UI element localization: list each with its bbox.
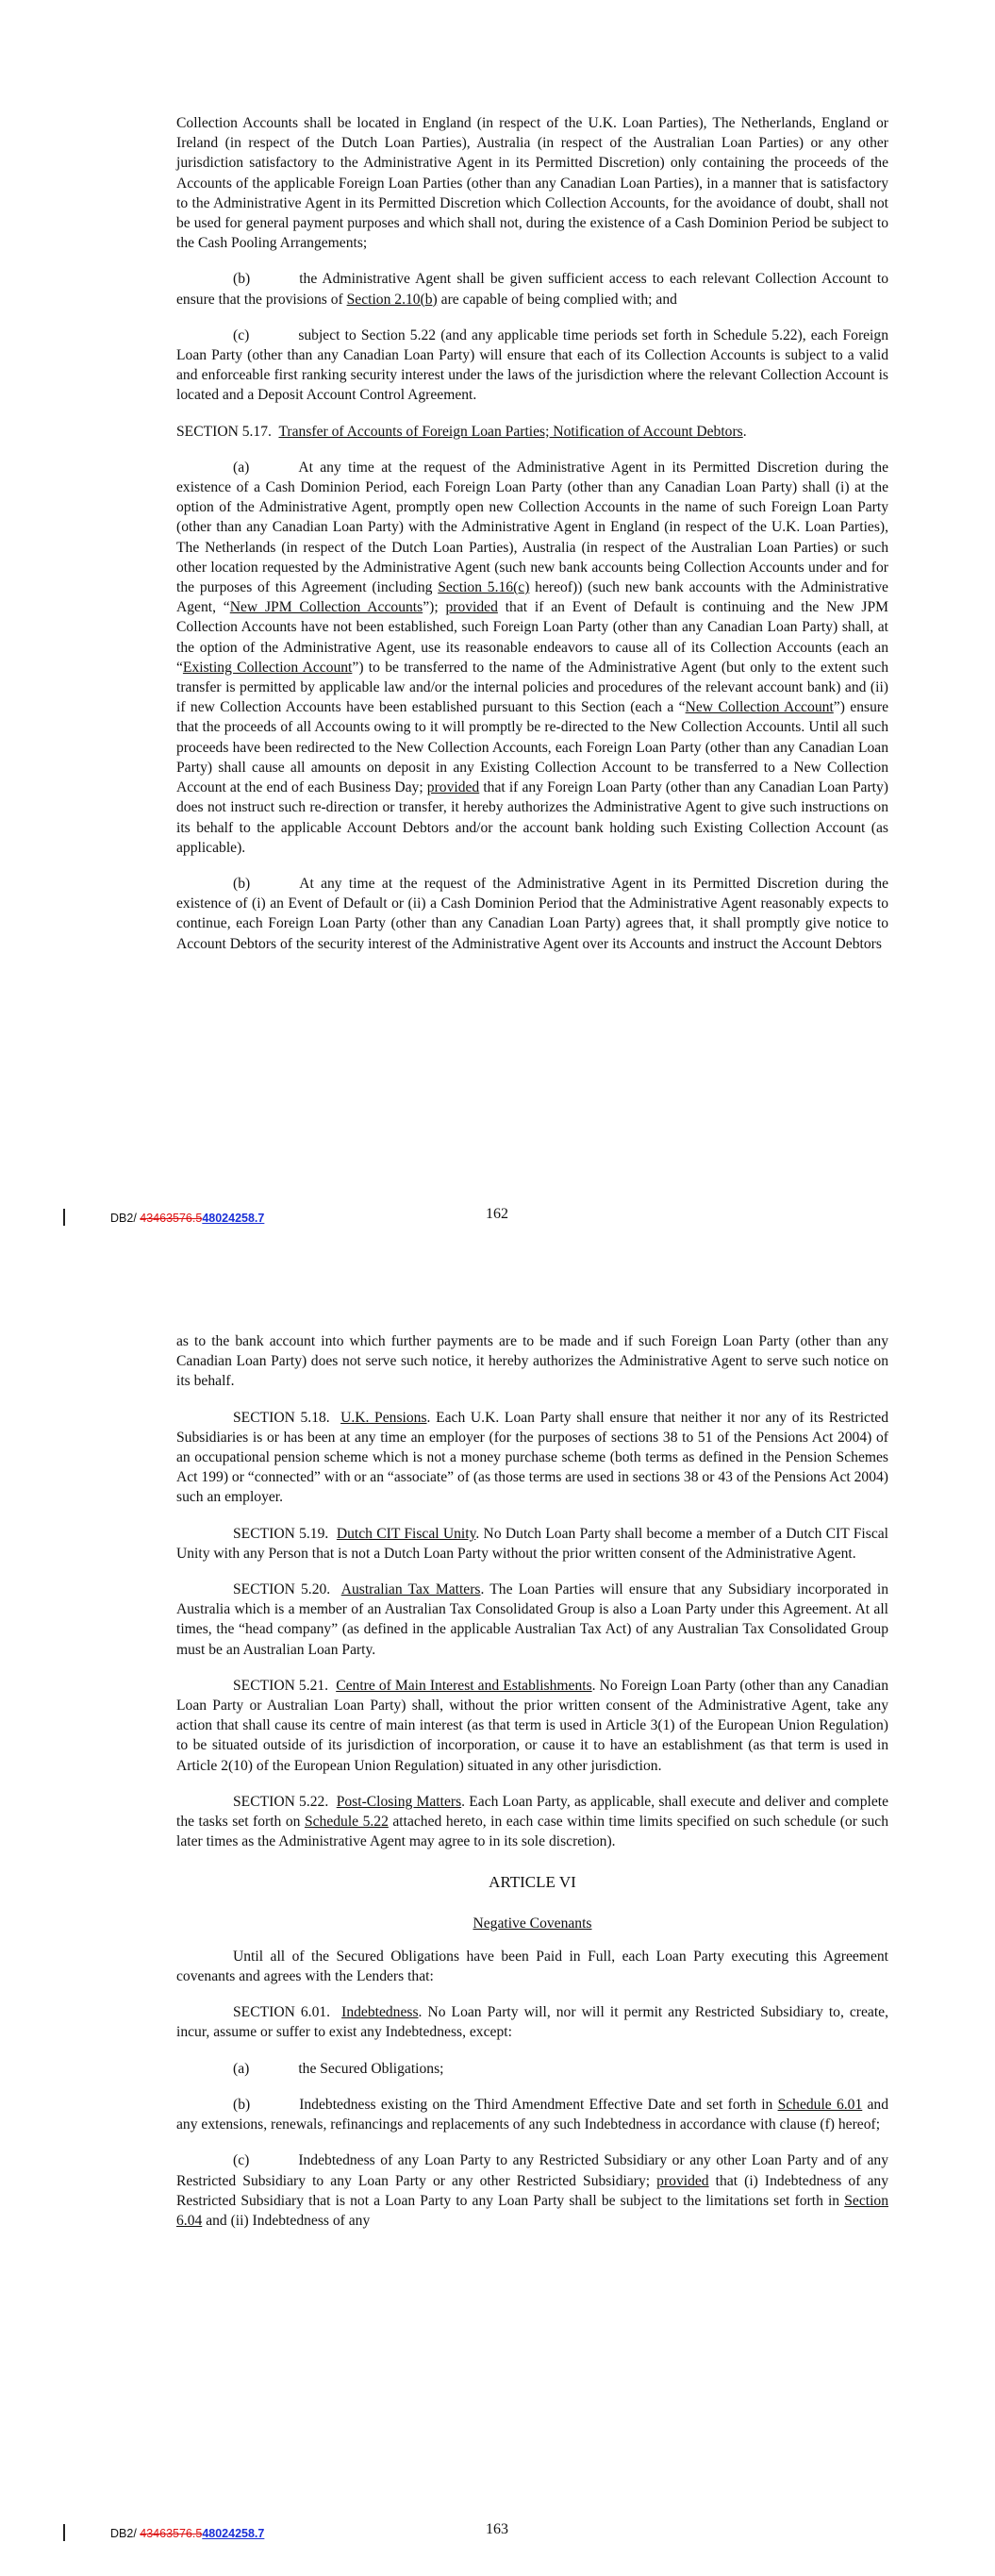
document-page-162 [0, 0, 995, 1250]
clause-label: (b) [233, 2096, 251, 2113]
document-id: DB2/ 43463576.548024258.7 [110, 2527, 265, 2540]
paragraph-continuation: as to the bank account into which further payments are to be made and if such Foreign Loan Party (other than any Canadian Loan Party) does not serve such notice, it hereby authorizes the Administrative Agent to serve such notice on its behalf. [176, 1333, 888, 1390]
page-footer [0, 1206, 995, 1234]
deleted-doc-number: 43463576.5 [140, 1212, 203, 1225]
section-title: Indebtedness [341, 2004, 419, 2021]
section-number: SECTION 6.01. [233, 2004, 331, 2021]
clause-b: (b) the Administrative Agent shall be given sufficient access to each relevant Collection Account to ensure that the provisions of Section 2.10(b) are capable of being complied with; and [176, 271, 888, 308]
clause-label: (a) [233, 459, 250, 476]
document-id: DB2/ 43463576.548024258.7 [110, 1212, 265, 1225]
page-body [176, 113, 888, 970]
section-title: Australian Tax Matters [340, 1581, 481, 1598]
paragraph-collection-accounts: Collection Accounts shall be located in England (in respect of the U.K. Loan Parties), The Netherlands, England or Ireland (in respect of the Dutch Loan Parties), Australia (in respect of the Australian Loan Parties) or any other jurisdiction satisfactory to the Administrative Agent in its Permitted Discretion) only containing the proceeds of the Accounts of the applicable Foreign Loan Parties (other than any Canadian Loan Parties), in a manner that is satisfactory to the Administrative Agent in its Permitted Discretion which Collection Accounts, for the avoidance of doubt, shall not be used for general payment purposes and which shall not, during the existence of a Cash Dominion Period be subject to the Cash Pooling Arrangements; [176, 115, 888, 252]
section-6-01: SECTION 6.01. Indebtedness. No Loan Party will, nor will it permit any Restricted Subsidiary to, create, incur, assume or suffer to exist any Indebtedness, except: [176, 2004, 888, 2041]
page-number: 162 [486, 1206, 508, 1222]
section-title: Post-Closing Matters [336, 1793, 462, 1810]
deleted-doc-number: 43463576.5 [140, 2527, 203, 2540]
clause-b-notification: (b) At any time at the request of the Administrative Agent in its Permitted Discretion during the existence of (i) an Event of Default or (ii) a Cash Dominion Period that the Administrative Agent reasonably expects to continue, each Foreign Loan Party (other than any Canadian Loan Party) agrees that, it shall promptly give notice to Account Debtors of the security interest of the Administrative Agent over its Accounts and instruct the Account Debtors [176, 875, 888, 952]
cross-reference: Schedule 6.01 [777, 2096, 863, 2113]
section-number: SECTION 5.22. [233, 1793, 329, 1810]
section-number: SECTION 5.17. [176, 423, 272, 440]
page-number: 163 [486, 2521, 508, 2537]
section-5-21: SECTION 5.21. Centre of Main Interest and Establishments. No Foreign Loan Party (other than any Canadian Loan Party or Australian Loan Party) shall, without the prior written consent of the Administrative Agent, take any action that shall cause its centre of main interest (as that term is used in Article 3(1) of the European Union Regulation) to be situated outside of its jurisdiction of incorporation, or cause it to have an establishment (as that term is used in Article 2(10) of the European Union Regulation) situated in any other jurisdiction. [176, 1677, 888, 1774]
clause-b: (b) Indebtedness existing on the Third Amendment Effective Date and set forth in Schedule 6.01 and any extensions, renewals, refinancings and replacements of any such Indebtedness in accordance with clause (f) hereof; [176, 2096, 888, 2133]
section-title: Centre of Main Interest and Establishments [336, 1677, 592, 1694]
clause-label: (a) [233, 2060, 250, 2077]
clause-a: (a) the Secured Obligations; [233, 2060, 444, 2077]
section-5-17-heading: SECTION 5.17. Transfer of Accounts of Foreign Loan Parties; Notification of Account Debtors. [176, 423, 747, 440]
clause-label: (b) [233, 271, 251, 288]
cross-reference: Section 6.04 [176, 2192, 888, 2229]
change-bar [63, 1209, 65, 1226]
change-bar [63, 2524, 65, 2541]
clause-a: (a) At any time at the request of the Administrative Agent in its Permitted Discretion during the existence of a Cash Dominion Period, each Foreign Loan Party (other than any Canadian Loan Party) shall (i) at the option of the Administrative Agent, promptly open new Collection Accounts in the name of such Foreign Loan Party (other than any Canadian Loan Party) with the Administrative Agent in England (in respect of the U.K. Loan Parties), The Netherlands (in respect of the Dutch Loan Parties), Australia (in respect of the Australian Loan Parties) or such other location requested by the Administrative Agent (such new bank accounts being Collection Accounts under and for the purposes of this Agreement (including Section 5.16(c) hereof)) (such new bank accounts with the Administrative Agent, “New JPM Collection Accounts”); provided that if an Event of Default is continuing and the New JPM Collection Accounts have not been established, such Foreign Loan Party (other than any Canadian Loan Party) shall, at the option of the Administrative Agent, use its reasonable endeavors to cause all of its Collection Accounts (each an “Existing Collection Account”) to be transferred to the name of the Administrative Agent (but only to the extent such transfer is permitted by applicable law and/or the internal policies and procedures of the relevant account bank) and (ii) if new Collection Accounts have been established pursuant to this Section (each a “New Collection Account”) ensure that the proceeds of all Accounts owing to it will promptly be re-directed to the New Collection Accounts. Until all such proceeds have been redirected to the New Collection Accounts, each Foreign Loan Party (other than any Canadian Loan Party) shall cause all amounts on deposit in any Existing Collection Account to be transferred to a New Collection Account at the end of each Business Day; provided that if any Foreign Loan Party (other than any Canadian Loan Party) does not instruct such re-direction or transfer, it hereby authorizes the Administrative Agent to give such instructions on its behalf to the applicable Account Debtors and/or the account bank holding such Existing Collection Account (as applicable). [176, 459, 889, 856]
section-number: SECTION 5.21. [233, 1677, 329, 1694]
section-title: Transfer of Accounts of Foreign Loan Parties; Notification of Account Debtors [278, 423, 743, 440]
clause-label: (c) [233, 326, 250, 343]
clause-label: (c) [233, 2152, 250, 2169]
section-number: SECTION 5.18. [233, 1409, 330, 1426]
proviso: provided [445, 599, 498, 616]
section-5-22: SECTION 5.22. Post-Closing Matters. Each Loan Party, as applicable, shall execute and deliver and complete the tasks set forth on Schedule 5.22 attached hereto, in each case within time limits specified on such schedule (or such later times as the Administrative Agent may agree to in its sole discretion). [176, 1793, 888, 1850]
page-body [176, 1331, 888, 2247]
document-page-163 [0, 1250, 995, 2576]
cross-reference: Schedule 5.22 [304, 1814, 389, 1831]
clause-c: (c) subject to Section 5.22 (and any applicable time periods set forth in Schedule 5.22), each Foreign Loan Party (other than any Canadian Loan Party) will ensure that each of its Collection Accounts is subject to a valid and enforceable first ranking security interest under the laws of the jurisdiction where the relevant Collection Account is located and a Deposit Account Control Agreement. [176, 326, 888, 404]
article-subheading: Negative Covenants [473, 1915, 592, 1932]
defined-term: New Collection Account [685, 699, 834, 716]
covenant-intro: Until all of the Secured Obligations have been Paid in Full, each Loan Party executing this Agreement covenants and agrees with the Lenders that: [176, 1948, 888, 1985]
section-number: SECTION 5.20. [233, 1581, 331, 1598]
section-number: SECTION 5.19. [233, 1525, 329, 1542]
defined-term: Existing Collection Account [182, 659, 353, 676]
article-heading: ARTICLE VI [489, 1873, 576, 1892]
section-5-19: SECTION 5.19. Dutch CIT Fiscal Unity. No Dutch Loan Party shall become a member of a Dutch CIT Fiscal Unity with any Person that is not a Dutch Loan Party without the prior written consent of the Administrative Agent. [176, 1525, 889, 1562]
section-title: Dutch CIT Fiscal Unity [336, 1525, 476, 1542]
proviso: provided [426, 779, 480, 796]
section-title: U.K. Pensions [340, 1409, 427, 1426]
inserted-doc-number: 48024258.7 [202, 1212, 265, 1225]
cross-reference: Section 5.16(c) [438, 579, 530, 596]
section-5-18: SECTION 5.18. U.K. Pensions. Each U.K. Loan Party shall ensure that neither it nor any of its Restricted Subsidiaries is or has been at any time an employer (for the purposes of sections 38 to 51 of the Pensions Act 2004) of an occupational pension scheme which is not a money purchase scheme (both terms as defined in the Pension Schemes Act 199) or “connected” with or an “associate” of (as those terms are used in sections 38 or 43 of the Pensions Act 2004) such an employer. [176, 1409, 889, 1506]
page-footer [0, 2521, 995, 2550]
defined-term: New JPM Collection Accounts [229, 599, 423, 616]
inserted-doc-number: 48024258.7 [202, 2527, 265, 2540]
clause-c: (c) Indebtedness of any Loan Party to any Restricted Subsidiary or any other Loan Party and of any Restricted Subsidiary to any Loan Party or any other Restricted Subsidiary; provided that (i) Indebtedness of any Restricted Subsidiary that is not a Loan Party to any Loan Party shall be subject to the limitations set forth in Section 6.04 and (ii) Indebtedness of any [176, 2152, 889, 2229]
proviso: provided [656, 2172, 709, 2189]
clause-label: (b) [233, 875, 251, 892]
cross-reference: Section 2.10(b) [346, 291, 438, 308]
section-5-20: SECTION 5.20. Australian Tax Matters. The Loan Parties will ensure that any Subsidiary incorporated in Australia which is a member of an Australian Tax Consolidated Group is also a Loan Party under this Agreement. At all times, the “head company” (as defined in the applicable Australian Tax Act) of any Australian Tax Consolidated Group must be an Australian Loan Party. [176, 1581, 889, 1658]
